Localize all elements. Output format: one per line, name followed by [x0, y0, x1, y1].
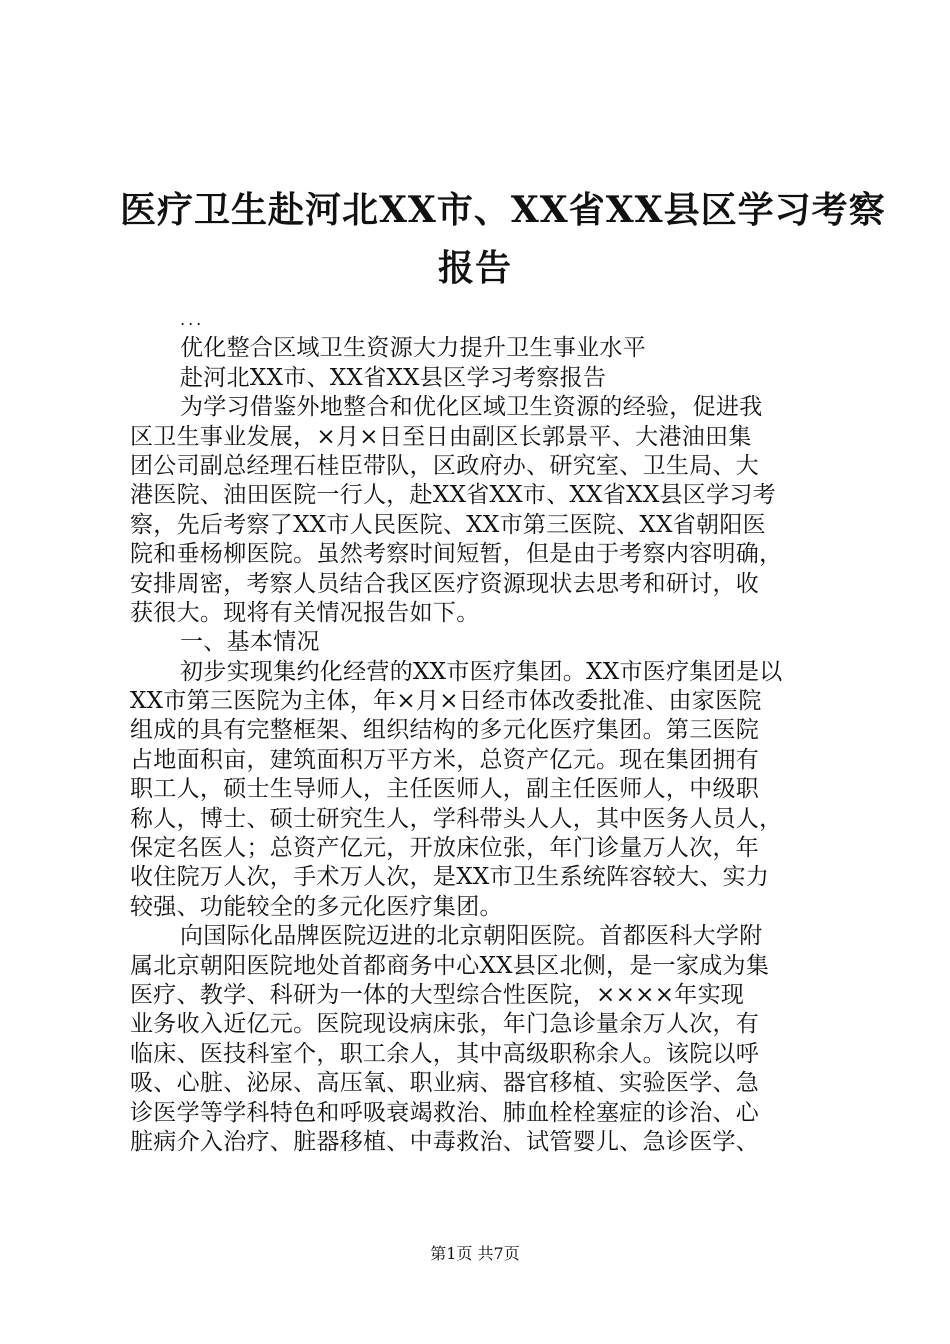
ellipsis: ... — [180, 310, 205, 329]
section-heading: 一、基本情况 — [180, 629, 320, 656]
paragraph-line: 区卫生事业发展，×月×日至日由副区长郭景平、大港油田集 — [130, 423, 752, 450]
paragraph-line: 诊医学等学科特色和呼吸衰竭救治、肺血栓栓塞症的诊治、心 — [130, 1099, 760, 1126]
subtitle-line: 赴河北XX市、XX省XX县区学习考察报告 — [180, 364, 607, 391]
paragraph-line: 占地面积亩，建筑面积万平方米，总资产亿元。现在集团拥有 — [130, 746, 760, 773]
paragraph-line: 组成的具有完整框架、组织结构的多元化医疗集团。第三医院 — [130, 717, 760, 744]
paragraph-line: 职工人，硕士生导师人，主任医师人，副主任医师人，中级职 — [130, 776, 760, 803]
paragraph-line: 保定名医人；总资产亿元，开放床位张，年门诊量万人次，年 — [130, 835, 760, 862]
paragraph-line: 初步实现集约化经营的XX市医疗集团。XX市医疗集团是以 — [180, 658, 783, 685]
paragraph-line: 脏病介入治疗、脏器移植、中毒救治、试管婴儿、急诊医学、 — [130, 1128, 760, 1155]
paragraph-line: 属北京朝阳医院地处首都商务中心XX县区北侧，是一家成为集 — [130, 952, 770, 979]
paragraph-line: 为学习借鉴外地整合和优化区域卫生资源的经验，促进我 — [180, 394, 763, 421]
document-title-line-2: 报告 — [437, 247, 512, 289]
paragraph-line: 业务收入近亿元。医院现设病床张，年门急诊量余万人次，有 — [130, 1011, 760, 1038]
paragraph-line: 临床、医技科室个，职工余人，其中高级职称余人。该院以呼 — [130, 1040, 760, 1067]
paragraph-line: 港医院、油田医院一行人，赴XX省XX市、XX省XX县区学习考 — [130, 482, 776, 509]
paragraph-line: XX市第三医院为主体，年×月×日经市体改委批准、由家医院 — [130, 688, 762, 715]
page-footer: 第1页 共7页 — [430, 1244, 520, 1263]
paragraph-line: 医疗、教学、科研为一体的大型综合性医院，××××年实现 — [130, 981, 745, 1008]
document-title-line-1: 医疗卫生赴河北XX市、XX省XX县区学习考察 — [120, 189, 886, 231]
paragraph-line: 收住院万人次，手术万人次，是XX市卫生系统阵容较大、实力 — [130, 864, 770, 891]
paragraph-line: 察，先后考察了XX市人民医院、XX市第三医院、XX省朝阳医 — [130, 511, 766, 538]
paragraph-line: 吸、心脏、泌尿、高压氧、职业病、器官移植、实验医学、急 — [130, 1070, 760, 1097]
paragraph-line: 较强、功能较全的多元化医疗集团。 — [130, 893, 503, 920]
paragraph-line: 院和垂杨柳医院。虽然考察时间短暂，但是由于考察内容明确， — [130, 541, 783, 568]
paragraph-line: 获很大。现将有关情况报告如下。 — [130, 599, 480, 626]
document-body — [130, 305, 830, 1157]
paragraph-line: 称人，博士、硕士研究生人，学科带头人人，其中医务人员人， — [130, 805, 783, 832]
paragraph-line: 向国际化品牌医院迈进的北京朝阳医院。首都医科大学附 — [180, 923, 763, 950]
paragraph-line: 团公司副总经理石桂臣带队，区政府办、研究室、卫生局、大 — [130, 452, 760, 479]
subtitle-line: 优化整合区域卫生资源大力提升卫生事业水平 — [180, 335, 646, 362]
paragraph-line: 安排周密，考察人员结合我区医疗资源现状去思考和研讨，收 — [130, 570, 760, 597]
